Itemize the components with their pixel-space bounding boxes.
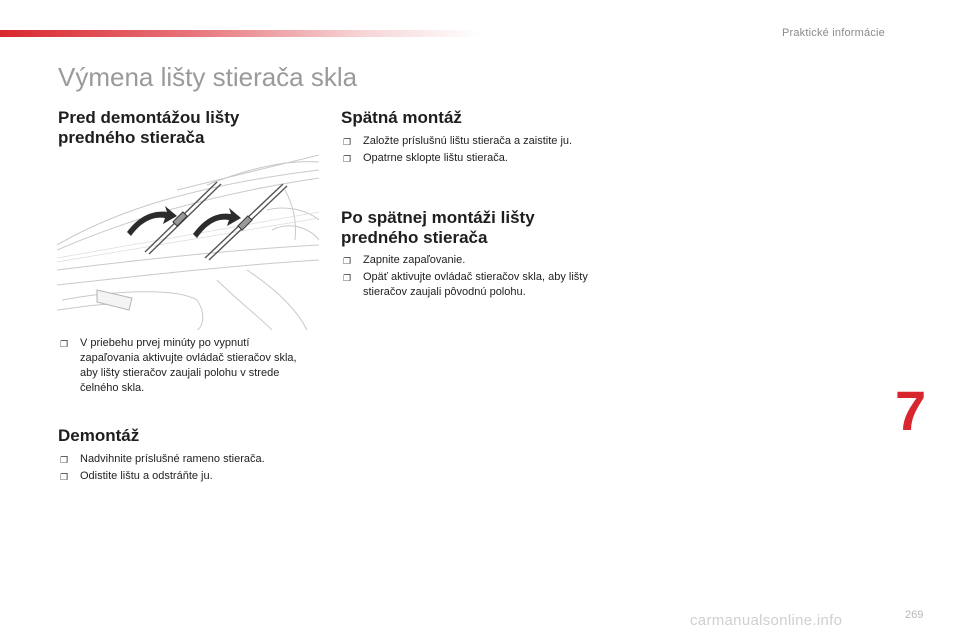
list-item: ❐ Založte príslušnú lištu stierača a zaistite ju. [341, 134, 611, 149]
bullet-list-before-removal [58, 336, 308, 398]
heading-after-refitting: Po spätnej montáži lišty predného stierača [341, 208, 535, 247]
section-label: Praktické informácie [781, 27, 885, 39]
list-item: ❐ Opäť aktivujte ovládač stieračov skla, aby lišty stieračov zaujali pôvodnú polohu. [343, 271, 588, 298]
arrow-icon [127, 206, 241, 238]
list-item: ❐ Zapnite zapaľovanie. [341, 253, 601, 268]
list-item: ❐ Odistite lištu a odstráňte ju. [58, 469, 318, 484]
header-accent-bar [0, 30, 480, 37]
bullet-list-after-refitting [341, 253, 601, 302]
chapter-number: 7 [895, 379, 927, 442]
bullet-square-icon: ❐ [343, 137, 352, 147]
watermark: carmanualsonline.info [690, 612, 843, 629]
bullet-square-icon: ❐ [343, 273, 352, 283]
list-item: ❐ V priebehu prvej minúty po vypnutí zapaľovania aktivujte ovládač stieračov skla, aby lišty stieračov zaujali polohu v strede čelného skla. [60, 337, 297, 394]
bullet-square-icon: ❐ [60, 455, 69, 465]
heading-refitting: Spätná montáž [341, 108, 462, 127]
bullet-square-icon: ❐ [60, 339, 69, 349]
page-title: Výmena lišty stierača skla [58, 62, 358, 92]
list-item: ❐ Nadvihnite príslušné rameno stierača. [58, 452, 318, 467]
list-item: ❐ Opatrne sklopte lištu stierača. [341, 151, 611, 166]
bullet-square-icon: ❐ [343, 256, 352, 266]
heading-before-removal: Pred demontážou lišty predného stierača [58, 108, 240, 147]
windshield-wiper-illustration [57, 150, 319, 330]
page-number: 269 [905, 609, 924, 621]
heading-removal: Demontáž [58, 426, 140, 445]
bullet-square-icon: ❐ [343, 154, 352, 164]
bullet-square-icon: ❐ [60, 472, 69, 482]
bullet-list-refitting [341, 134, 611, 168]
bullet-list-removal [58, 452, 318, 486]
